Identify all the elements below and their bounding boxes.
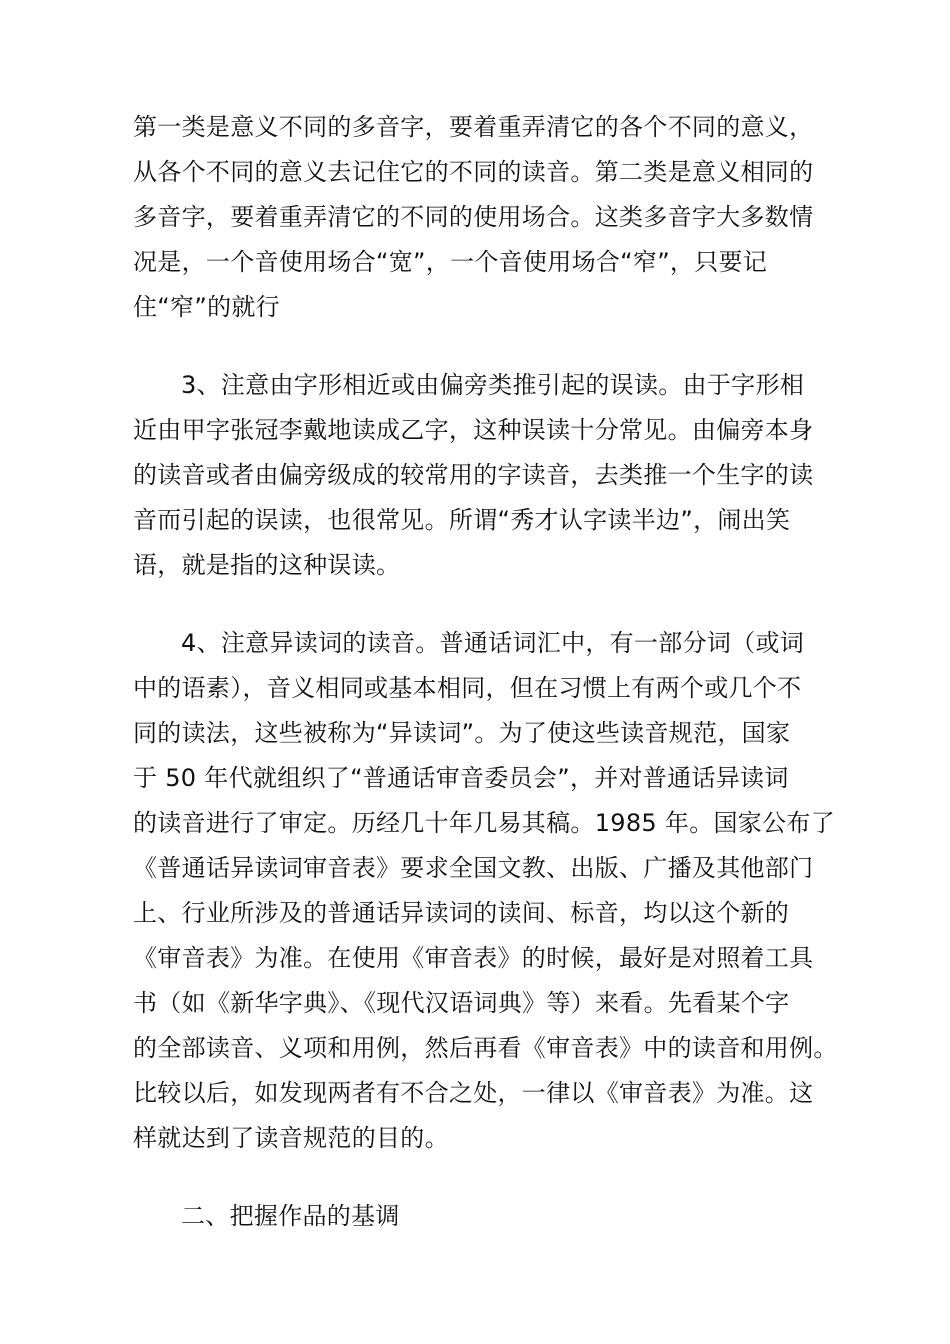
text-line: 音而引起的误读，也很常见。所谓“秀才认字读半边”，闹出笑 <box>133 506 791 534</box>
text-line: 上、行业所涉及的普通话异读词的读间、标音，均以这个新的 <box>133 899 790 927</box>
section-heading-2 <box>133 1194 833 1239</box>
paragraph-polyphonic-types <box>133 105 833 330</box>
text-line: 4、注意异读词的读音。普通话词汇中，有一部分词（或词 <box>181 629 805 657</box>
text-line: 况是，一个音使用场合“宽”，一个音使用场合“窄”，只要记 <box>133 248 768 276</box>
text-line: 第一类是意义不同的多音字，要着重弄清它的各个不同的意义， <box>133 113 814 141</box>
text-line: 的读音进行了审定。历经几十年几易其稿。1985 年。国家公布了 <box>133 809 836 837</box>
text-line: 《普通话异读词审音表》要求全国文教、出版、广播及其他部门 <box>133 854 814 882</box>
text-line: 多音字，要着重弄清它的不同的使用场合。这类多音字大多数情 <box>133 203 814 231</box>
text-line: 语，就是指的这种误读。 <box>133 551 401 579</box>
text-line: 3、注意由字形相近或由偏旁类推引起的误读。由于字形相 <box>181 371 805 399</box>
section-heading-text: 二、把握作品的基调 <box>181 1202 400 1230</box>
text-line: 于 50 年代就组织了“普通话审音委员会”，并对普通话异读词 <box>133 764 789 792</box>
text-line: 同的读法，这些被称为“异读词”。为了使这些读音规范，国家 <box>133 719 791 747</box>
text-line: 比较以后，如发现两者有不合之处，一律以《审音表》为准。这 <box>133 1079 814 1107</box>
paragraph-point-4 <box>133 621 838 1161</box>
text-line: 从各个不同的意义去记住它的不同的读音。第二类是意义相同的 <box>133 158 814 186</box>
text-line: 中的语素），音义相同或基本相同，但在习惯上有两个或几个不 <box>133 674 802 702</box>
text-line: 书（如《新华字典》、《现代汉语词典》等）来看。先看某个字 <box>133 989 790 1017</box>
paragraph-point-3 <box>133 363 833 588</box>
text-line: 《审音表》为准。在使用《审音表》的时候，最好是对照着工具 <box>133 944 814 972</box>
text-line: 住“窄”的就行 <box>133 293 280 321</box>
text-line: 的读音或者由偏旁级成的较常用的字读音，去类推一个生字的读 <box>133 461 814 489</box>
document-page <box>133 105 838 1272</box>
text-line: 样就达到了读音规范的目的。 <box>133 1124 449 1152</box>
text-line: 的全部读音、义项和用例，然后再看《审音表》中的读音和用例。 <box>133 1034 838 1062</box>
text-line: 近由甲字张冠李戴地读成乙字，这种误读十分常见。由偏旁本身 <box>133 416 814 444</box>
